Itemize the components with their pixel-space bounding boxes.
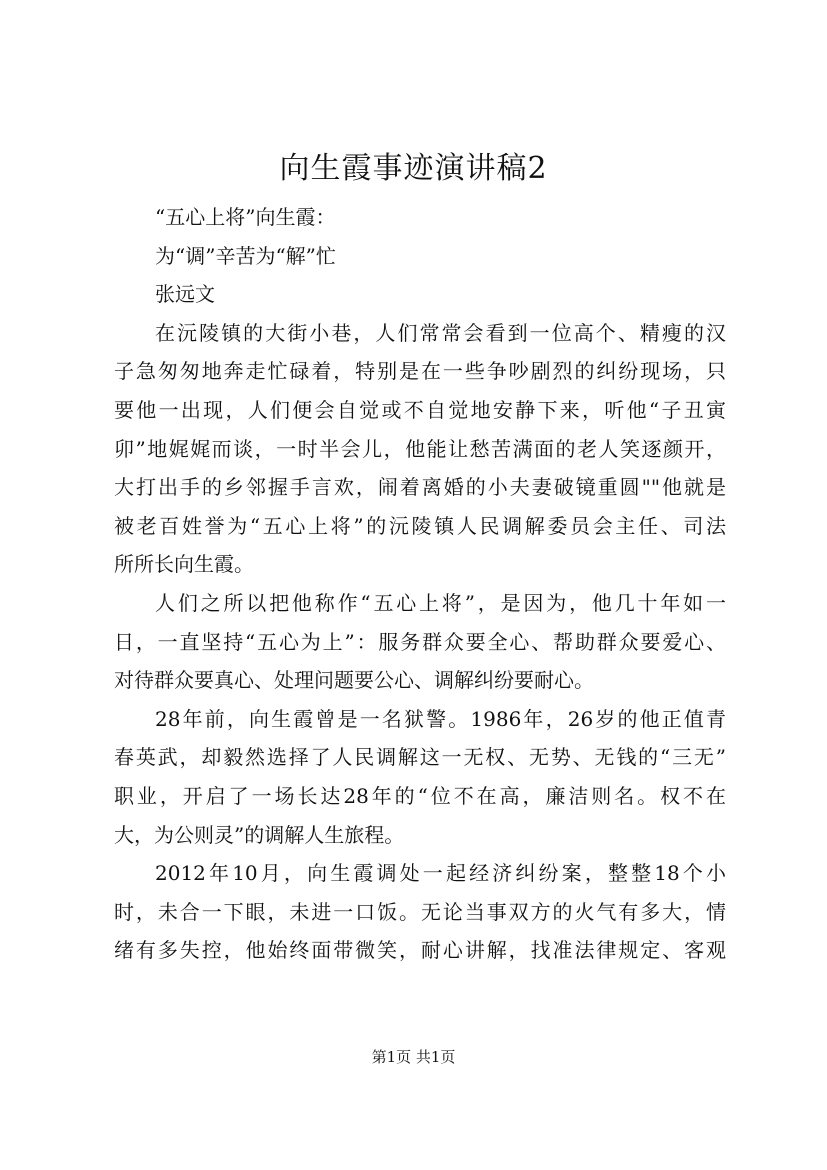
paragraph-line: 对待群众要真心、处理问题要公心、调解纠纷要耐心。 xyxy=(114,668,594,693)
paragraph-line: 28年前，向生霞曾是一名狱警。1986年，26岁的他正值青 xyxy=(155,706,726,731)
paragraph-line: 日，一直坚持“五心为上”：服务群众要全心、帮助群众要爱心、 xyxy=(114,629,726,654)
page-footer: 第1页 共1页 xyxy=(371,1048,456,1066)
paragraph-line: 绪有多失控，他始终面带微笑，耐心讲解，找准法律规定、客观 xyxy=(114,938,726,963)
paragraph-line: 子急匆匆地奔走忙碌着，特别是在一些争吵剧烈的纠纷现场，只 xyxy=(114,359,726,384)
document-title: 向生霞事迹演讲稿2 xyxy=(279,151,548,186)
paragraph-line: 职业，开启了一场长达28年的“位不在高，廉洁则名。权不在 xyxy=(114,783,726,808)
subtitle-line: “五心上将”向生霞： xyxy=(155,205,336,229)
document-body xyxy=(114,198,726,970)
paragraph-line: 卯”地娓娓而谈，一时半会儿，他能让愁苦满面的老人笑逐颜开， xyxy=(114,436,726,461)
paragraph-line: 大打出手的乡邻握手言欢，闹着离婚的小夫妻破镜重圆""他就是 xyxy=(114,475,726,500)
paragraph-line: 春英武，却毅然选择了人民调解这一无权、无势、无钱的“三无” xyxy=(114,745,726,770)
subtitle-line: 为“调”辛苦为“解”忙 xyxy=(155,243,336,268)
paragraph-line: 所所长向生霞。 xyxy=(114,552,254,577)
paragraph-line: 2012年10月，向生霞调处一起经济纠纷案，整整18个小 xyxy=(155,861,726,886)
paragraph-line: 要他一出现，人们便会自觉或不自觉地安静下来，听他“子丑寅 xyxy=(114,397,726,422)
paragraph-line: 在沅陵镇的大街小巷，人们常常会看到一位高个、精瘦的汉 xyxy=(155,320,726,345)
paragraph-line: 大，为公则灵”的调解人生旅程。 xyxy=(114,822,405,847)
paragraph-line: 被老百姓誉为“五心上将”的沅陵镇人民调解委员会主任、司法 xyxy=(114,513,726,538)
paragraph-line: 人们之所以把他称作“五心上将”，是因为，他几十年如一 xyxy=(155,590,726,615)
author-line: 张远文 xyxy=(155,282,215,307)
paragraph-line: 时，未合一下眼，未进一口饭。无论当事双方的火气有多大，情 xyxy=(114,899,726,924)
